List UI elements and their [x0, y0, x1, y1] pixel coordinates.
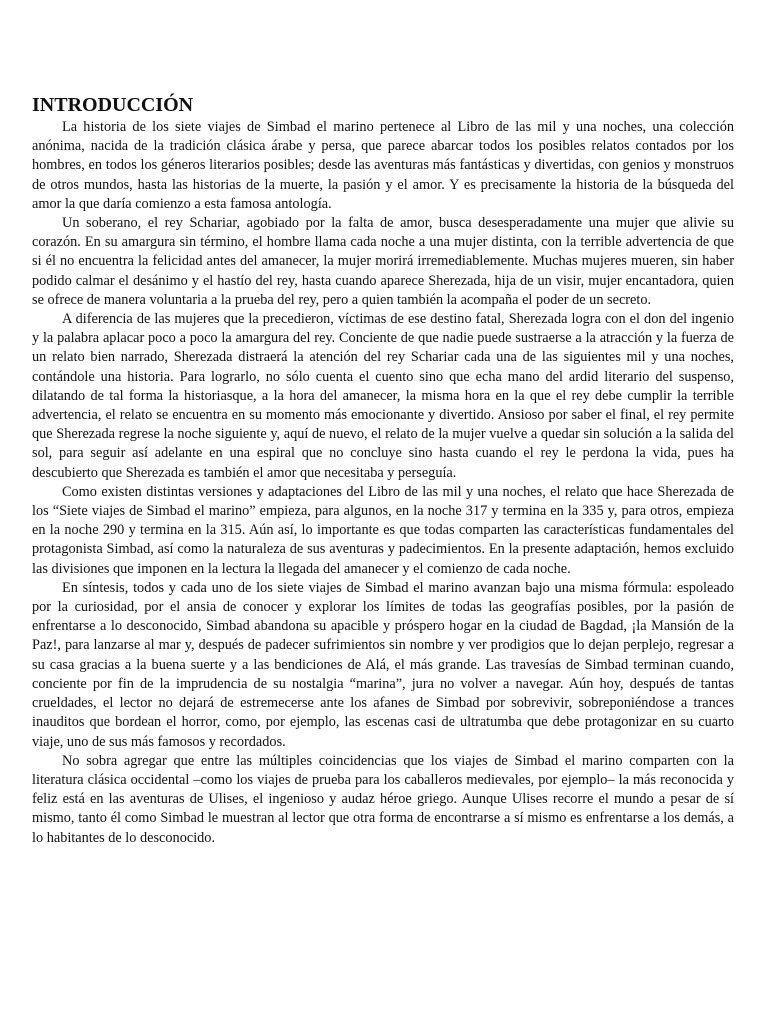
paragraph-4: Como existen distintas versiones y adaptaciones del Libro de las mil y una noches, el relato que hace Sherezada de los “Siete viajes de Simbad el marino” empieza, para algunos, en la noche 317 y termina en la 335 y, para otros, empieza en la noche 290 y termina en la 315. Aún así, lo importante es que todas comparten las características fundamentales del protagonista Simbad, así como la naturaleza de sus aventuras y padecimientos. En la presente adaptación, hemos excluido las divisiones que imponen en la lectura la llegada del amanecer y el comienzo de cada noche.: [32, 483, 734, 577]
paragraph-3: A diferencia de las mujeres que la precedieron, víctimas de ese destino fatal, Sherezada logra con el don del ingenio y la palabra aplacar poco a poco la amargura del rey. Conciente de que nadie puede sustraerse a la atracción y la fuerza de un relato bien narrado, Sherezada distraerá la atención del rey Schariar cada una de las siguientes mil y una noches, contándole una historia. Para lograrlo, no sólo cuenta el cuento sino que echa mano del ardid literario del suspenso, dilatando de tal forma la historiasque, a la hora del amanecer, la misma hora en la que el rey debe cumplir la terrible advertencia, el relato se encuentra en su momento más emocionante y divertido. Ansioso por saber el final, el rey permite que Sherezada regrese la noche siguiente y, aquí de nuevo, el relato de la mujer vuelve a quedar sin solución a la salida del sol, para seguir así adelante en una espiral que no concluye sino hasta cuando el rey le perdona la vida, pues ha descubierto que Sherezada es también el amor que necesitaba y perseguía.: [32, 311, 734, 481]
page-title: INTRODUCCIÓN: [32, 94, 194, 116]
paragraph-5: En síntesis, todos y cada uno de los siete viajes de Simbad el marino avanzan bajo una misma fórmula: espoleado por la curiosidad, por el ansia de conocer y explorar los límites de todas las geografías posibles, por la pasión de enfrentarse a lo desconocido, Simbad abandona su apacible y próspero hogar en la ciudad de Bagdad, ¡la Mansión de la Paz!, para lanzarse al mar y, después de padecer sufrimientos sin nombre y ver prodigios que lo dejan perplejo, regresar a su casa gracias a la buena suerte y a las bendiciones de Alá, el más grande. Las travesías de Simbad terminan cuando, conciente por fin de la imprudencia de su nostalgia “marina”, jura no volver a navegar. Aún hoy, después de tantas crueldades, el lector no dejará de estremecerse ante los afanes de Simbad por sobrevivir, sobreponiéndose a trances inauditos que bordean el horror, como, por ejemplo, las escenas casi de ultratumba que debe protagonizar en su cuarto viaje, uno de sus más famosos y recordados.: [32, 579, 734, 750]
paragraph-1: La historia de los siete viajes de Simbad el marino pertenece al Libro de las mil y una noches, una colección anónima, nacida de la tradición clásica árabe y persa, que parece abarcar todos los posibles relatos contados por los hombres, en todos los géneros literarios posibles; desde las aventuras más fantásticas y divertidas, con genios y monstruos de otros mundos, hasta las historias de la muerte, la pasión y el amor. Y es precisamente la historia de la búsqueda del amor la que daría comienzo a esta famosa antología.: [32, 119, 734, 212]
paragraph-2: Un soberano, el rey Schariar, agobiado por la falta de amor, busca desesperadamente una mujer que alivie su corazón. En su amargura sin término, el hombre llama cada noche a una mujer distinta, con la terrible advertencia de que si él no encuentra la felicidad antes del amanecer, la mujer morirá irremediablemente. Muchas mujeres mueren, sin haber podido calmar el desánimo y el hastío del rey, hasta cuando aparece Sherezada, hija de un visir, mujer encantadora, quien se ofrece de manera voluntaria a la prueba del rey, pero a quien también la acompaña el poder de un secreto.: [32, 215, 734, 308]
paragraph-6: No sobra agregar que entre las múltiples coincidencias que los viajes de Simbad el marino comparten con la literatura clásica occidental –como los viajes de prueba para los caballeros medievales, por ejemplo– la más reconocida y feliz está en las aventuras de Ulises, el ingenioso y audaz héroe griego. Aunque Ulises recorre el mundo a pesar de sí mismo, tanto él como Simbad le muestran al lector que otra forma de encontrarse a sí mismo es enfrentarse a los demás, a lo habitantes de lo desconocido.: [32, 752, 734, 846]
document-page: [32, 90, 734, 848]
